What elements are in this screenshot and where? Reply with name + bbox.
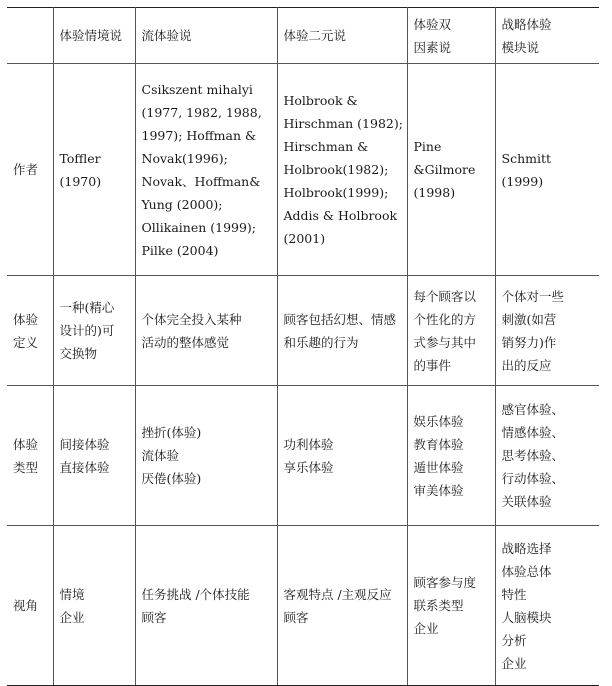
types-two-factor: 娱乐体验 教育体验 遁世体验 审美体验 — [407, 386, 495, 526]
author-row — [7, 64, 599, 276]
definition-flow: 个体完全投入某种 活动的整体感觉 — [135, 276, 277, 386]
types-dual: 功利体验 享乐体验 — [277, 386, 407, 526]
author-dual: Holbrook & Hirschman (1982); Hirschman & Holbrook(1982); Holbrook(1999); Addis & Holbrook (2001) — [277, 64, 407, 276]
perspective-strategic-module: 战略选择 体验总体 特性 人脑模块 分析 企业 — [495, 526, 599, 686]
definition-row — [7, 276, 599, 386]
row-label-author: 作者 — [7, 64, 53, 276]
row-label-definition: 体验 定义 — [7, 276, 53, 386]
author-situational: Toffler (1970) — [53, 64, 135, 276]
types-strategic-module: 感官体验、 情感体验、 思考体验、 行动体验、 关联体验 — [495, 386, 599, 526]
definition-dual: 顾客包括幻想、情感 和乐趣的行为 — [277, 276, 407, 386]
header-row — [7, 8, 599, 64]
definition-strategic-module: 个体对一些 刺激(如营 销努力)作 出的反应 — [495, 276, 599, 386]
perspective-flow: 任务挑战 /个体技能 顾客 — [135, 526, 277, 686]
perspective-two-factor: 顾客参与度 联系类型 企业 — [407, 526, 495, 686]
header-dual-theory: 体验二元说 — [277, 8, 407, 64]
types-situational: 间接体验 直接体验 — [53, 386, 135, 526]
header-strategic-module-theory: 战略体验 模块说 — [495, 8, 599, 64]
perspective-dual: 客观特点 /主观反应 顾客 — [277, 526, 407, 686]
types-flow: 挫折(体验) 流体验 厌倦(体验) — [135, 386, 277, 526]
perspective-situational: 情境 企业 — [53, 526, 135, 686]
author-flow: Csikszent mihalyi (1977, 1982, 1988, 1997); Hoffman & Novak(1996); Novak、Hoffman& Yung (2000); Ollikainen (1999); Pilke (2004) — [135, 64, 277, 276]
author-strategic-module: Schmitt (1999) — [495, 64, 599, 276]
header-corner — [7, 8, 53, 64]
header-situational-theory: 体验情境说 — [53, 8, 135, 64]
types-row — [7, 386, 599, 526]
header-two-factor-theory: 体验双 因素说 — [407, 8, 495, 64]
experience-theory-table — [7, 7, 599, 686]
author-two-factor: Pine &Gilmore (1998) — [407, 64, 495, 276]
row-label-types: 体验 类型 — [7, 386, 53, 526]
perspective-row — [7, 526, 599, 686]
header-flow-theory: 流体验说 — [135, 8, 277, 64]
row-label-perspective: 视角 — [7, 526, 53, 686]
definition-two-factor: 每个顾客以 个性化的方 式参与其中 的事件 — [407, 276, 495, 386]
definition-situational: 一种(精心 设计的)可 交换物 — [53, 276, 135, 386]
